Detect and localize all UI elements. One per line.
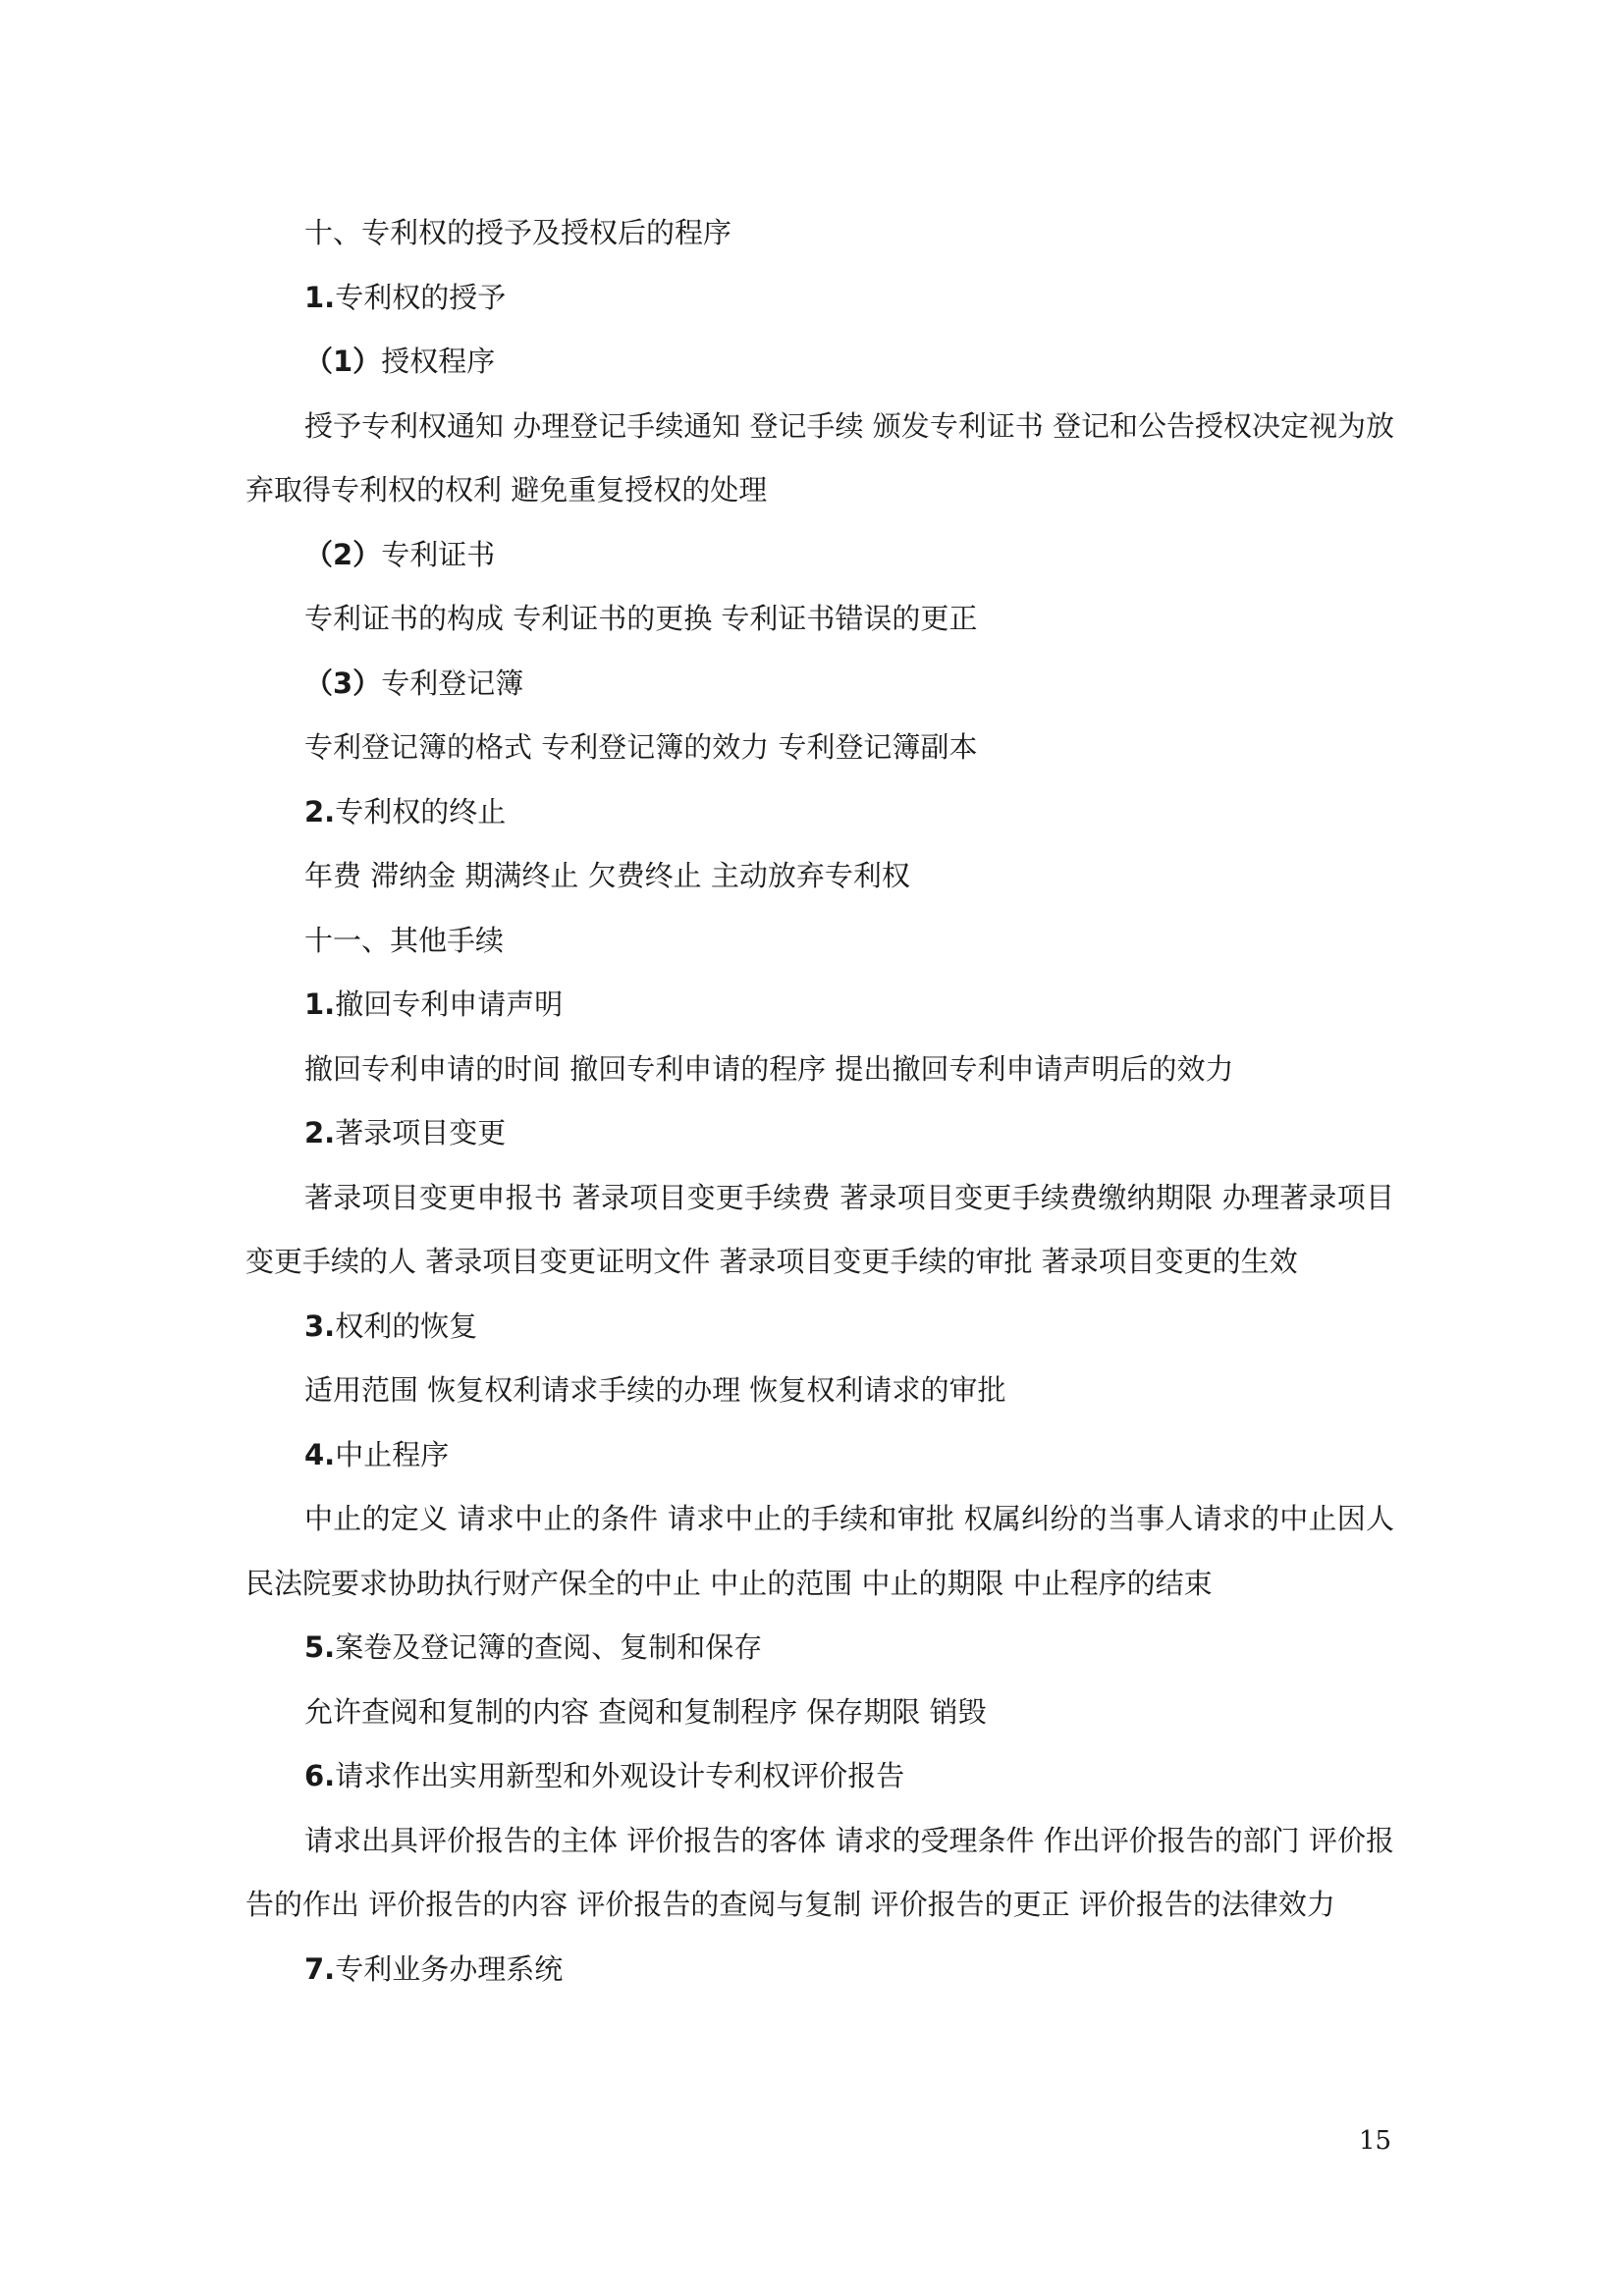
item-heading: （2）专利证书 xyxy=(304,537,496,571)
page-number: 15 xyxy=(1359,2126,1392,2156)
item-heading: （1）授权程序 xyxy=(304,345,496,378)
topic-list-paragraph: 中止的定义 请求中止的条件 请求中止的手续和审批 权属纠纷的当事人请求的中止因人民法院要求协助执行财产保全的中止 中止的范围 中止的期限 中止程序的结束 xyxy=(245,1502,1394,1600)
topic-list-paragraph: 专利登记簿的格式 专利登记簿的效力 专利登记簿副本 xyxy=(304,730,978,764)
subsection-heading: 1.撤回专利申请声明 xyxy=(304,988,564,1021)
section-heading-11: 十一、其他手续 xyxy=(304,923,505,957)
subsection-heading: 6.请求作出实用新型和外观设计专利权评价报告 xyxy=(304,1759,905,1792)
subsection-heading: 3.权利的恢复 xyxy=(304,1308,478,1343)
subsection-heading: 2.专利权的终止 xyxy=(304,794,507,828)
document-body xyxy=(245,201,1394,2002)
topic-list-paragraph: 适用范围 恢复权利请求手续的办理 恢复权利请求的审批 xyxy=(304,1373,1006,1407)
topic-list-paragraph: 年费 滞纳金 期满终止 欠费终止 主动放弃专利权 xyxy=(304,859,910,892)
subsection-heading: 1.专利权的授予 xyxy=(304,280,507,314)
subsection-heading: 7.专利业务办理系统 xyxy=(304,1951,564,1986)
subsection-heading: 5.案卷及登记簿的查阅、复制和保存 xyxy=(304,1630,763,1664)
subsection-heading: 4.中止程序 xyxy=(304,1437,450,1471)
topic-list-paragraph: 授予专利权通知 办理登记手续通知 登记手续 颁发专利证书 登记和公告授权决定视为放弃取得专利权的权利 避免重复授权的处理 xyxy=(245,408,1394,507)
topic-list-paragraph: 专利证书的构成 专利证书的更换 专利证书错误的更正 xyxy=(304,602,978,635)
item-heading: （3）专利登记簿 xyxy=(304,666,524,700)
section-heading-10: 十、专利权的授予及授权后的程序 xyxy=(304,216,732,249)
topic-list-paragraph: 请求出具评价报告的主体 评价报告的客体 请求的受理条件 作出评价报告的部门 评价报告的作出 评价报告的内容 评价报告的查阅与复制 评价报告的更正 评价报告的法律效力 xyxy=(245,1823,1394,1921)
topic-list-paragraph: 著录项目变更申报书 著录项目变更手续费 著录项目变更手续费缴纳期限 办理著录项目变更手续的人 著录项目变更证明文件 著录项目变更手续的审批 著录项目变更的生效 xyxy=(245,1180,1394,1278)
subsection-heading: 2.著录项目变更 xyxy=(304,1116,507,1149)
topic-list-paragraph: 撤回专利申请的时间 撤回专利申请的程序 提出撤回专利申请声明后的效力 xyxy=(304,1051,1234,1086)
topic-list-paragraph: 允许查阅和复制的内容 查阅和复制程序 保存期限 销毁 xyxy=(304,1694,987,1729)
